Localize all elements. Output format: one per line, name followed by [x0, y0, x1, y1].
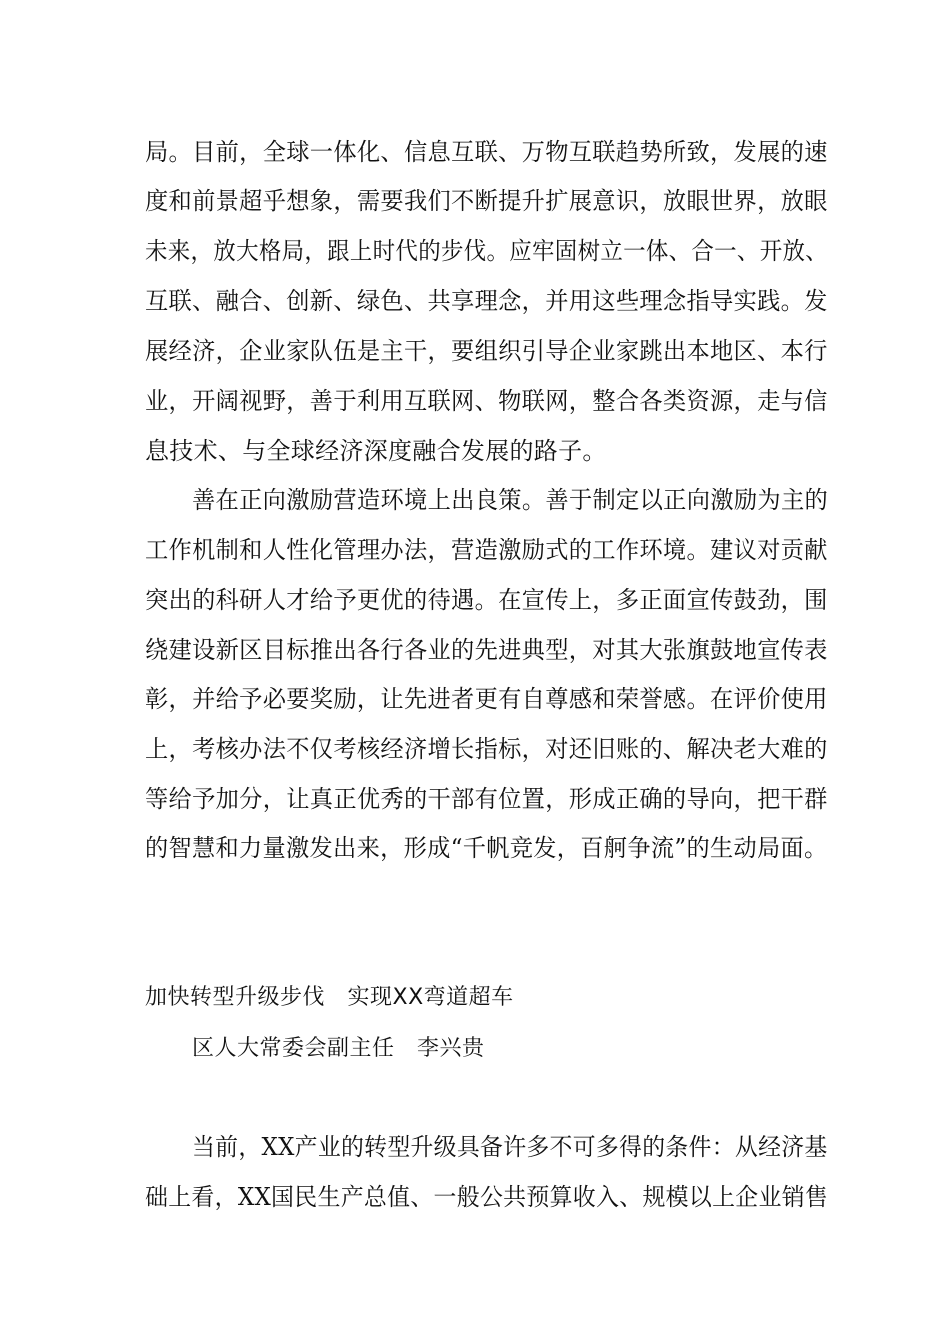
paragraph-2-line-1: 善在正向激励营造环境上出良策。善于制定以正向激励为主的	[192, 486, 829, 514]
article-author: 区人大常委会副主任 李兴贵	[192, 1036, 485, 1061]
paragraph-3-line-1: 当前，XX产业的转型升级具备许多不可多得的条件：从经济基	[192, 1133, 828, 1161]
paragraph-2-line-8: 的智慧和力量激发出来，形成“千帆竞发，百舸争流”的生动局面。	[145, 834, 828, 862]
paragraph-2-line-6: 上，考核办法不仅考核经济增长指标，对还旧账的、解决老大难的	[145, 735, 828, 763]
paragraph-1-line-5: 展经济，企业家队伍是主干，要组织引导企业家跳出本地区、本行	[145, 337, 828, 365]
paragraph-2-line-4: 绕建设新区目标推出各行各业的先进典型，对其大张旗鼓地宣传表	[145, 636, 828, 664]
paragraph-2-line-3: 突出的科研人才给予更优的待遇。在宣传上，多正面宣传鼓劲，围	[145, 586, 828, 614]
paragraph-1-line-7: 息技术、与全球经济深度融合发展的路子。	[145, 437, 607, 465]
paragraph-2-line-7: 等给予加分，让真正优秀的干部有位置，形成正确的导向，把干群	[145, 785, 828, 813]
paragraph-1-line-2: 度和前景超乎想象，需要我们不断提升扩展意识，放眼世界，放眼	[145, 187, 828, 215]
paragraph-3-line-2: 础上看，XX国民生产总值、一般公共预算收入、规模以上企业销售	[145, 1183, 829, 1211]
paragraph-1-line-3: 未来，放大格局，跟上时代的步伐。应牢固树立一体、合一、开放、	[145, 237, 829, 265]
paragraph-2-line-2: 工作机制和人性化管理办法，营造激励式的工作环境。建议对贡献	[145, 536, 828, 564]
paragraph-2-line-5: 彰，并给予必要奖励，让先进者更有自尊感和荣誉感。在评价使用	[145, 685, 828, 713]
paragraph-1-line-6: 业，开阔视野，善于利用互联网、物联网，整合各类资源，走与信	[145, 387, 828, 415]
paragraph-1-line-1: 局。目前，全球一体化、信息互联、万物互联趋势所致，发展的速	[145, 138, 828, 166]
article-title: 加快转型升级步伐 实现XX弯道超车	[145, 985, 514, 1010]
paragraph-1-line-4: 互联、融合、创新、绿色、共享理念，并用这些理念指导实践。发	[145, 287, 828, 315]
